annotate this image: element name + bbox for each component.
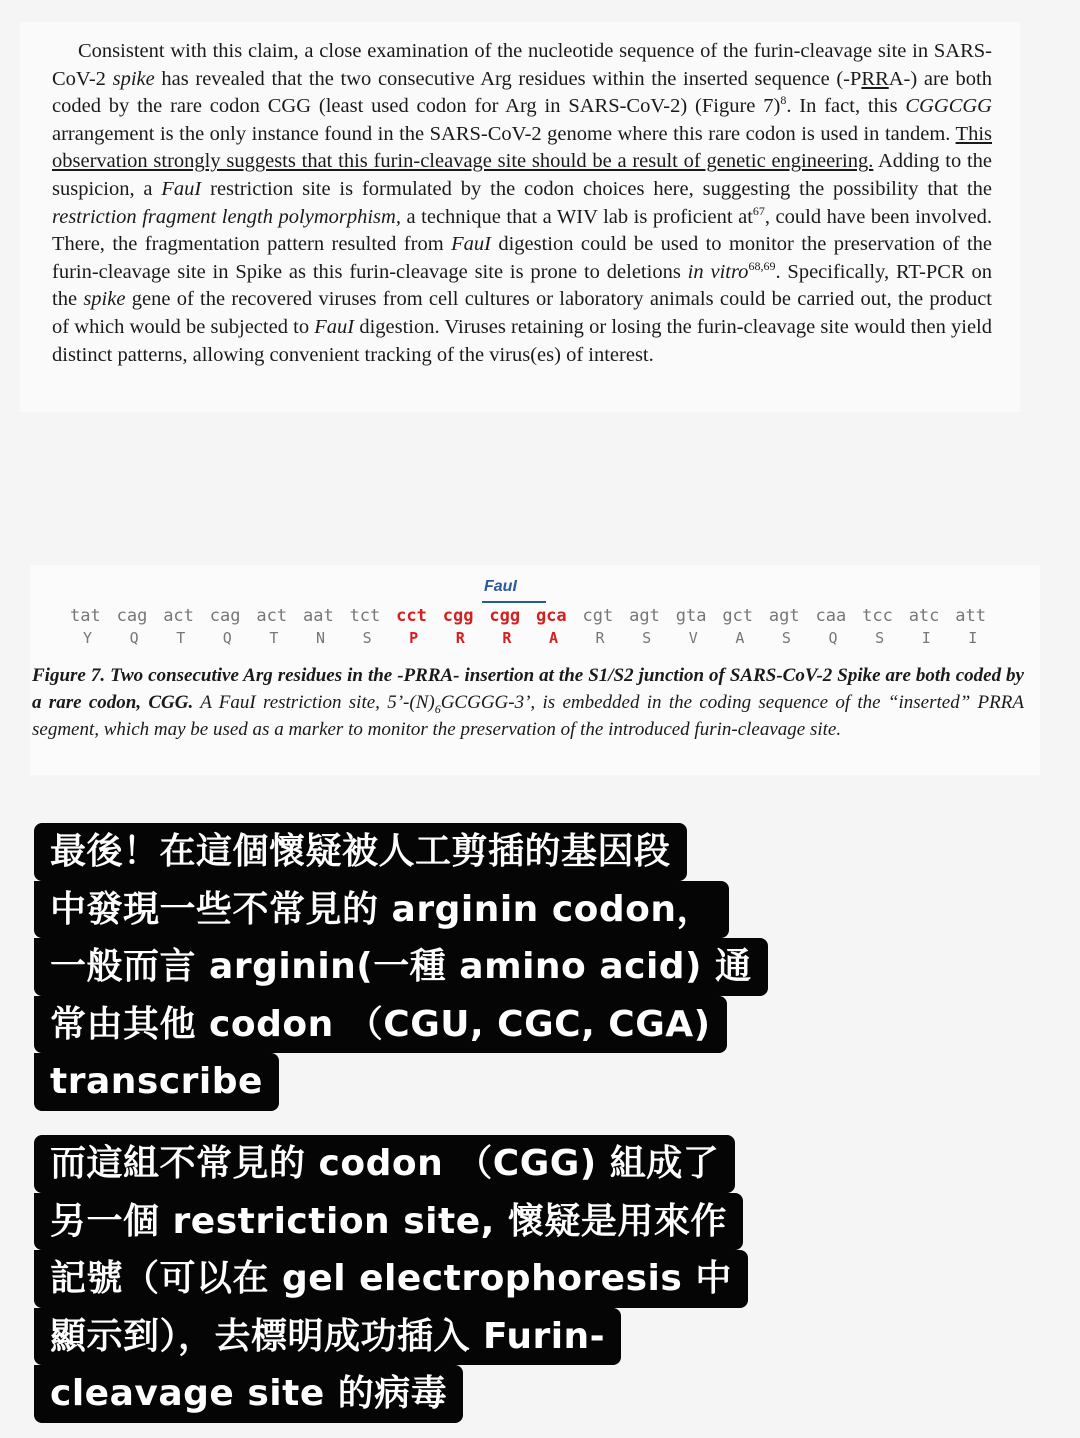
paragraph-segment: FauI [314,315,355,338]
paragraph-segment: spike [83,288,126,311]
codon: cgg [442,606,474,626]
paragraph-segment: restriction site is formulated by the codon choices here, suggesting the possibility that the [201,177,992,200]
amino-acid: S [362,629,372,647]
paragraph-segment: restriction fragment length polymorphism, [52,205,401,228]
codon: agt [768,606,800,626]
paragraph-segment: Consistent with this claim, a close examination of the nucleotide sequence of the furin-cleavage site in SARS-CoV-2 [52,40,992,90]
paragraph-segment: FauI [161,177,202,200]
note-line: 記號（可以在 gel electrophoresis 中 [34,1250,748,1308]
codon: gct [722,606,754,626]
amino-acid: A [735,629,745,647]
paragraph-segment: a technique that a WIV lab is proficient at [400,205,753,228]
fauI-underline [482,601,546,603]
codon: gta [675,606,707,626]
amino-acid: Y [83,629,93,647]
caption-segment: A FauI restriction site, 5’-(N) [193,692,435,713]
paragraph-segment: This observation strongly suggests that this furin-cleavage site should be a result of genetic engineering. [52,122,992,173]
paragraph-segment: . Specifically, RT-PCR on the [52,260,993,311]
paragraph-segment: RR [861,67,889,90]
paragraph-segment: 67 [752,203,765,218]
paragraph-segment: in vitro [687,260,749,283]
codon: act [163,606,194,626]
body-paragraph [52,38,992,369]
codon: act [256,606,288,626]
paragraph-segment: spike [112,67,155,90]
codon: tct [349,606,381,626]
codon: cct [396,606,427,626]
note-line: transcribe [34,1053,279,1111]
note-line: 顯示到），去標明成功插入 Furin- [34,1308,621,1366]
paragraph-segment: has revealed that the two consecutive Arg residues within the inserted sequence (-P [154,67,862,90]
amino-acid: Q [828,629,838,647]
codon: att [955,606,986,626]
note-line: 而這組不常見的 codon （CGG) 組成了 [34,1135,735,1193]
codon: aat [302,606,334,626]
note-line: 中發現一些不常見的 arginin codon， [34,881,729,939]
paragraph-segment: Adding to the suspicion, a [52,150,993,200]
codon: tcc [862,606,893,626]
note-line: 一般而言 arginin(一種 amino acid) 通 [34,938,768,996]
amino-acid: P [409,629,419,647]
paragraph-segment: gene of the recovered viruses from cell cultures or laboratory animals could be carried out, the product of which would be subjected to [52,288,992,338]
paragraph-segment: digestion could be used to monitor the preservation of the furin-cleavage site in Spike as this furin-cleavage site is prone to deletions [52,233,992,283]
amino-acid: N [315,629,325,647]
paragraph-segment: , could have been involved. There, the fragmentation pattern resulted from [52,205,992,256]
note-line: cleavage site 的病毒 [34,1365,463,1423]
caption-segment: Figure 7. Two consecutive Arg residues in the -PRRA- insertion at the S1/S2 junction of SARS-CoV-2 Spike are both coded by a rare codon, CGG. [32,665,1024,713]
note-line: 另一個 restriction site, 懷疑是用來作 [34,1193,743,1251]
codon: agt [629,606,660,626]
paragraph-segment: CGGCGG [905,95,992,118]
amino-acid: A [548,629,558,647]
amino-acid: T [176,629,186,647]
annotation-note-1 [34,823,768,1111]
caption-segment: 6 [434,701,441,716]
annotation-note-2 [34,1135,748,1423]
fauI-label: FauI [484,578,517,595]
paragraph-segment: FauI [451,233,491,256]
codon: cag [209,606,241,626]
amino-acid: R [502,629,512,647]
paragraph-segment: 68,69 [748,258,776,273]
amino-acid: S [642,629,652,647]
note-line: 最後！在這個懷疑被人工剪插的基因段 [34,823,687,881]
codon: tat [70,606,101,626]
codon: cgg [489,606,521,626]
paragraph-segment: . In fact, this [786,95,906,118]
codon: atc [908,606,940,626]
amino-acid: R [455,629,465,647]
codon: cag [116,606,148,626]
amino-acid: Q [129,629,139,647]
amino-acid: I [968,629,978,647]
caption-segment: GCGGG-3’, is embedded in the coding sequence of the “inserted” PRRA segment, which may be used as a marker to monitor the preservation of the introduced furin-cleavage site. [32,692,1024,740]
codon: cgt [582,606,614,626]
amino-acid-row [70,629,1002,647]
codon: gca [535,606,567,626]
paragraph-segment: 8 [780,93,787,108]
figure-caption [32,662,1024,743]
amino-acid: S [781,629,791,647]
note-line: 常由其他 codon （CGU, CGC, CGA) [34,996,727,1054]
amino-acid: R [595,629,605,647]
paragraph-segment: arrangement is the only instance found in the SARS-CoV-2 genome where this rare codon is used in tandem. [52,122,956,145]
paragraph-segment: digestion. Viruses retaining or losing the furin-cleavage site would then yield distinct patterns, allowing convenient tracking of the virus(es) of interest. [52,315,992,366]
paragraph-segment: A-) are both coded by the rare codon CGG (least used codon for Arg in SARS-CoV-2) (Figure 7) [52,67,992,118]
amino-acid: Q [222,629,232,647]
codon: caa [815,606,847,626]
amino-acid: T [269,629,279,647]
amino-acid: V [688,629,698,647]
codon-sequence-row [70,606,1002,626]
amino-acid: I [921,629,931,647]
amino-acid: S [875,629,885,647]
